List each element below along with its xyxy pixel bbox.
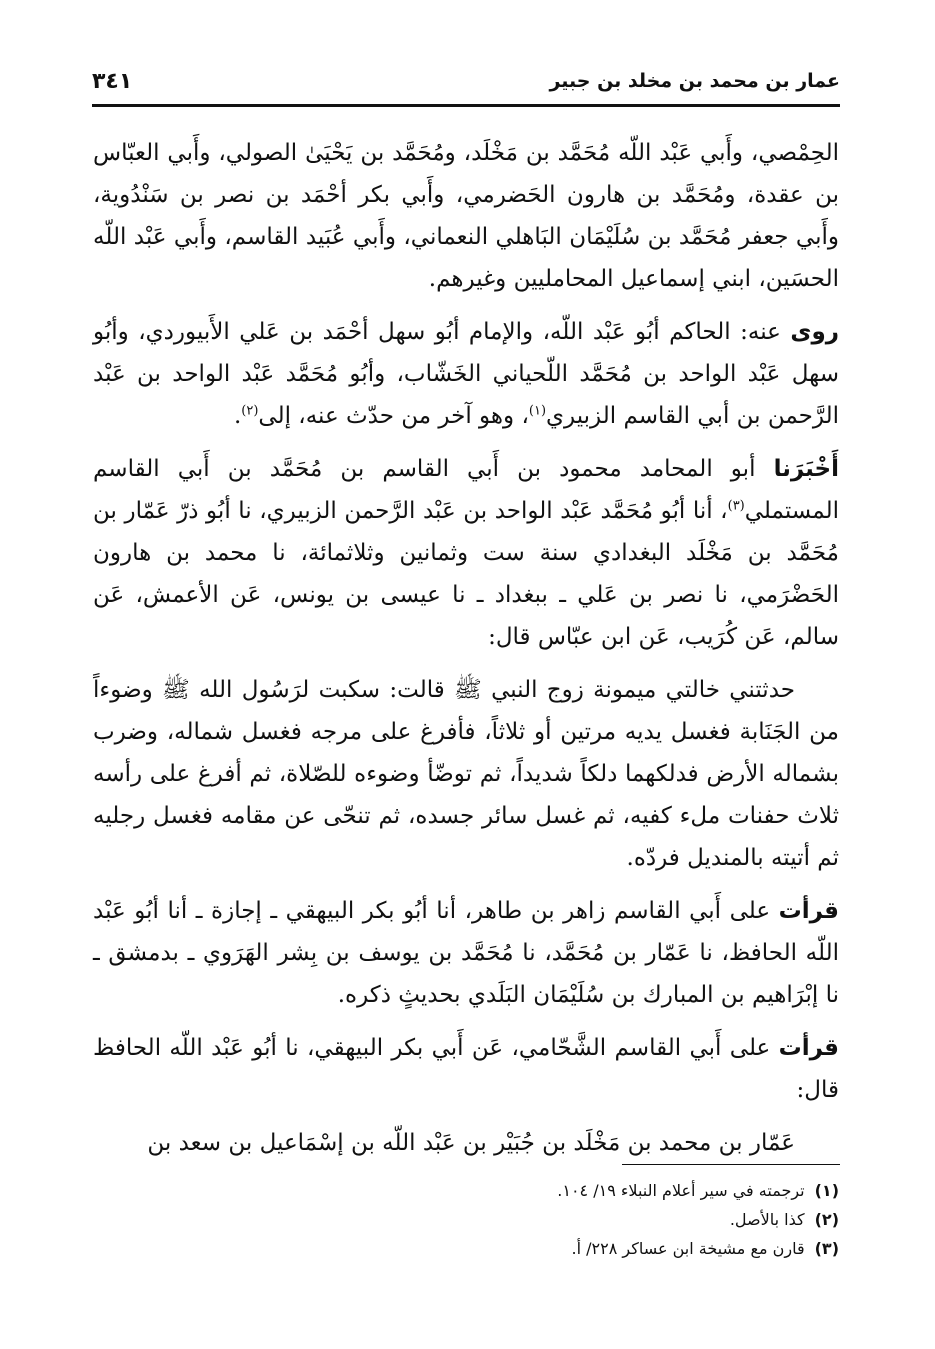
running-title: عمار بن محمد بن مخلد بن جبير — [549, 70, 840, 92]
footnote-rule — [622, 1164, 840, 1165]
paragraph-text: أبو المحامد محمود بن أَبي القاسم بن مُحَمَّد بن أَبي القاسم المستملي — [93, 456, 839, 524]
footnotes — [93, 1176, 839, 1263]
paragraph-6 — [93, 1027, 839, 1111]
paragraph-lead: أَخْبَرَنا — [773, 456, 839, 482]
footnote-text: قارن مع مشيخة ابن عساكر ٢٢٨/ أ. — [571, 1239, 805, 1258]
paragraph-text: ، أنا أبُو مُحَمَّد عَبْد الواحد بن عَبْد الرَّحمن الزبيري، نا أبُو ذرّ عَمّار بن مُحَمَّد بن مَخْلَد البغدادي سنة ست وثمانين وثلاثمائة، نا محمد بن هارون الحَضْرَمي، نا نصر بن عَلي ـ ببغداد ـ نا عيسى بن يونس، عَن الأعمش، عَن سالم، عَن كُرَيب، عَن ابن عبّاس قال: — [93, 498, 839, 650]
footnote-text: كذا بالأصل. — [729, 1210, 805, 1229]
footnote-text: ترجمته في سير أعلام النبلاء ١٩/ ١٠٤. — [557, 1181, 805, 1200]
paragraph-1: الحِمْصي، وأَبي عَبْد اللّه مُحَمَّد بن مَخْلَد، ومُحَمَّد بن يَحْيَىٰ الصولي، وأَبي العبّاس بن عقدة، ومُحَمَّد بن هارون الحَضرمي، وأَبي بكر أحْمَد بن نصر بن سَنْدُوية، وأَبي جعفر مُحَمَّد بن سُلَيْمَان البَاهلي النعماني، وأَبي عُبَيد القاسم، وأَبي عَبْد اللّه الحسَين، ابني إسماعيل المحامليين وغيرهم. — [93, 140, 839, 292]
paragraph-text: على أَبي القاسم زاهر بن طاهر، أنا أبُو بكر البيهقي ـ إجازة ـ أنا أبُو عَبْد اللّه الحافظ، نا عَمّار بن مُحَمَّد، نا مُحَمَّد بن يوسف بن بِشر الهَرَوي ـ بدمشق ـ نا إبْرَاهيم بن المبارك بن سُلَيْمَان البَلَدي بحديثٍ ذكره. — [93, 898, 839, 1008]
footnote — [93, 1234, 839, 1263]
paragraph-lead: روى — [790, 319, 839, 345]
footnote-ref-1: (١) — [528, 403, 547, 419]
footnote-number: (٢) — [814, 1210, 839, 1229]
paragraph-5 — [93, 890, 839, 1016]
header-rule — [92, 104, 840, 107]
footnote — [93, 1176, 839, 1205]
page-header — [92, 62, 840, 100]
paragraph-2 — [93, 311, 839, 437]
paragraph-3 — [93, 448, 839, 658]
footnote — [93, 1205, 839, 1234]
paragraph-text: . — [233, 403, 242, 429]
paragraph-lead: قرأت — [778, 1035, 839, 1061]
paragraph-4: حدثتني خالتي ميمونة زوج النبي ﷺ قالت: سكبت لرَسُول الله ﷺ وضوءاً من الجَنَابة فغسل يديه مرتين أو ثلاثاً، فأفرغ على مرجه فغسل شماله، وضرب بشماله الأرض فدلكهما دلكاً شديداً، ثم توضّأ وضوءه للصّلاة، ثم أفرغ على رأسه ثلاث حفنات ملء كفيه، ثم غسل سائر جسده، ثم تنحّى عن مقامه فغسل رجليه ثم أتيته بالمنديل فردّه. — [93, 677, 839, 871]
paragraph-text: عنه: الحاكم أبُو عَبْد اللّه، والإمام أبُو سهل أحْمَد بن عَلي الأَبيوردي، وأبُو سهل عَبْد الواحد بن مُحَمَّد اللّحياني الخَشّاب، وأبُو مُحَمَّد عَبْد الواحد بن عَبْد الرَّحمن بن أبي القاسم الزبيري — [93, 319, 839, 429]
footnote-number: (٣) — [814, 1239, 839, 1258]
footnote-ref-3: (٣) — [727, 498, 745, 514]
paragraph-text: ، وهو آخر من حدّث عنه، إلى — [258, 403, 529, 429]
main-text — [93, 132, 839, 1175]
paragraph-lead: قرأت — [778, 898, 839, 924]
paragraph-text: على أَبي القاسم الشَّحّامي، عَن أَبي بكر البيهقي، نا أبُو عَبْد اللّه الحافظ قال: — [93, 1035, 839, 1103]
footnote-number: (١) — [814, 1181, 839, 1200]
page-number: ٣٤١ — [92, 68, 133, 94]
footnote-ref-2: (٢) — [241, 403, 259, 419]
paragraph-7: عَمّار بن محمد بن مَخْلَد بن جُبَيْر بن عَبْد اللّه بن إسْمَاعيل بن سعد بن — [147, 1130, 795, 1156]
